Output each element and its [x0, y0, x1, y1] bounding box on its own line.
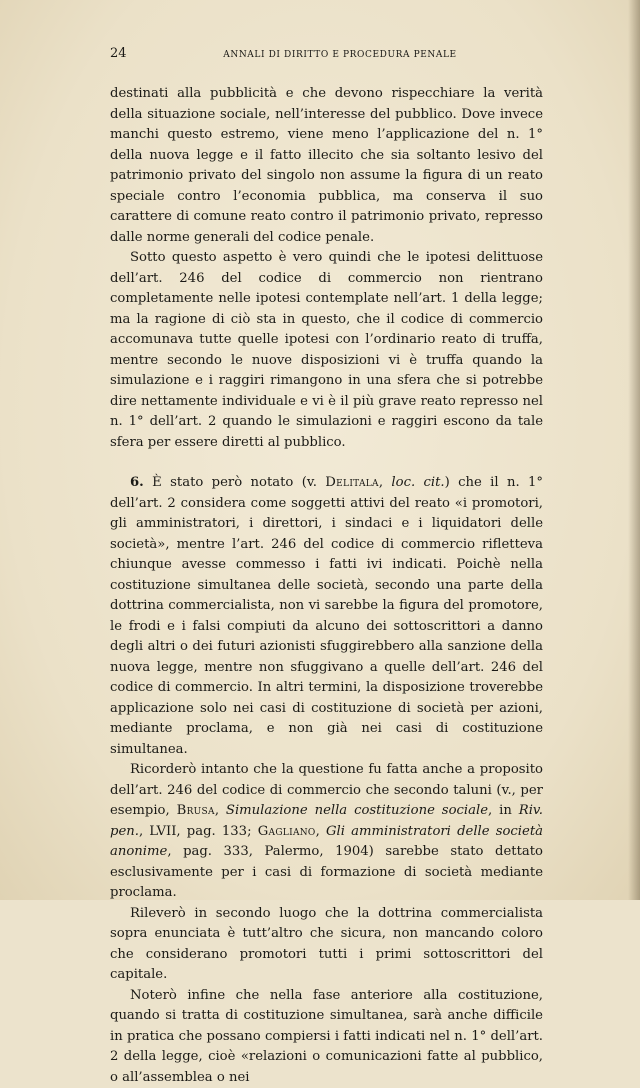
running-title: ANNALI DI DIRITTO E PROCEDURA PENALE [110, 50, 540, 60]
p3-text-1: È stato però notato (v. [152, 475, 325, 490]
author-brusa: Brusa [177, 803, 215, 818]
citation-loc-cit: loc. cit. [391, 475, 444, 490]
work-amministratori: Gli amministratori delle società anonime [110, 824, 543, 860]
section-number: 6. [130, 475, 144, 490]
p4-text-2: , in [488, 803, 519, 818]
author-delitala: Delitala [325, 475, 379, 490]
author-gagliano: Gagliano [258, 824, 316, 839]
page-edge-shadow [628, 0, 640, 900]
running-header [110, 50, 540, 60]
p3-text-2: ) che il n. 1° dell’art. 2 considera come soggetti attivi del reato «i promotori, gli amministratori, i direttori, i sindaci e i liquidatori delle società», mentre l’art. 246 del codice di commercio rifletteva chiunque avesse commesso i fatti ivi indicati. Poichè nella costituzione simultanea delle società, secondo una parte della dottrina commercialista, non vi sarebbe la figura del promotore, le frodi e i falsi compiuti da alcuno dei sottoscrittori a danno degli altri o dei futuri azionisti sfuggirebbero alla sanzione della nuova legge, mentre non sfuggivano a quelle dell’art. 246 del codice di commercio. In altri termini, la disposizione troverebbe applicazione solo nei casi di costituzione di società per azioni, mediante proclama, e non già nei casi di costituzione simultanea. [110, 475, 543, 757]
journal-riv-pen: Riv. pen. [110, 803, 543, 839]
paragraph-2: Sotto questo aspetto è vero quindi che le ipotesi delittuose dell’art. 246 del codice di commercio non rientrano completamente nelle ipotesi contemplate nell’art. 1 della legge; ma la ragione di ciò sta in questo, che il codice di commercio accomunava tutte quelle ipotesi con l’ordinario reato di truffa, mentre secondo le nuove disposizioni vi è truffa quando la simulazione e i raggiri rimangono in una sfera che si potrebbe dire nettamente individuale e vi è il più grave reato represso nel n. 1° dell’art. 2 quando le simulazioni e raggiri escono da tale sfera per essere diretti al pubblico. [110, 248, 543, 453]
work-simulazione: Simulazione nella costituzione sociale [226, 803, 488, 818]
body-text [110, 84, 543, 1088]
paragraph-3: 6. È stato però notato (v. Delitala, loc. cit.) che il n. 1° dell’art. 2 considera come soggetti attivi del reato «i promotori, gli amministratori, i direttori, i sindaci e i liquidatori delle società», mentre l’art. 246 del codice di commercio rifletteva chiunque avesse commesso i fatti ivi indicati. Poichè nella costituzione simultanea delle società, secondo una parte della dottrina commercialista, non vi sarebbe la figura del promotore, le frodi e i falsi compiuti da alcuno dei sottoscrittori a danno degli altri o dei futuri azionisti sfuggirebbero alla sanzione della nuova legge, mentre non sfuggivano a quelle dell’art. 246 del codice di commercio. In altri termini, la disposizione troverebbe applicazione solo nei casi di costituzione di società per azioni, mediante proclama, e non già nei casi di costituzione simultanea. [110, 473, 543, 760]
page-number: 24 [110, 46, 127, 61]
p4-text-4: , pag. 333, Palermo, 1904) sarebbe stato dettato esclusivamente per i casi di formazione di società mediante proclama. [110, 844, 543, 900]
paragraph-1: destinati alla pubblicità e che devono rispecchiare la verità della situazione sociale, nell’interesse del pubblico. Dove invece manchi questo estremo, viene meno l’applicazione del n. 1° della nuova legge e il fatto illecito che sia soltanto lesivo del patrimonio privato del singolo non assume la figura di un reato speciale contro l’economia pubblica, ma conserva il suo carattere di comune reato contro il patrimonio privato, represso dalle norme generali del codice penale. [110, 84, 543, 248]
p4-text-3: , LVII, pag. 133; [139, 824, 258, 839]
p4-text-1: Ricorderò intanto che la questione fu fatta anche a proposito dell’art. 246 del codice di commercio che secondo taluni (v., per esempio, [110, 762, 543, 818]
paragraph-5: Rileverò in secondo luogo che la dottrina commercialista sopra enunciata è tutt’altro che sicura, non mancando coloro che considerano promotori tutti i primi sottoscrittori del capitale. [110, 904, 543, 986]
paragraph-6: Noterò infine che nella fase anteriore alla costituzione, quando si tratta di costituzione simultanea, sarà anche difficile in pratica che possano compiersi i fatti indicati nel n. 1° dell’art. 2 della legge, cioè «relazioni o comunicazioni fatte al pubblico, o all’assemblea o nei [110, 986, 543, 1088]
paragraph-4: Ricorderò intanto che la questione fu fatta anche a proposito dell’art. 246 del codice di commercio che secondo taluni (v., per esempio, Brusa, Simulazione nella costituzione sociale, in Riv. pen., LVII, pag. 133; Gagliano, Gli amministratori delle società anonime, pag. 333, Palermo, 1904) sarebbe stato dettato esclusivamente per i casi di formazione di società mediante proclama. [110, 760, 543, 904]
